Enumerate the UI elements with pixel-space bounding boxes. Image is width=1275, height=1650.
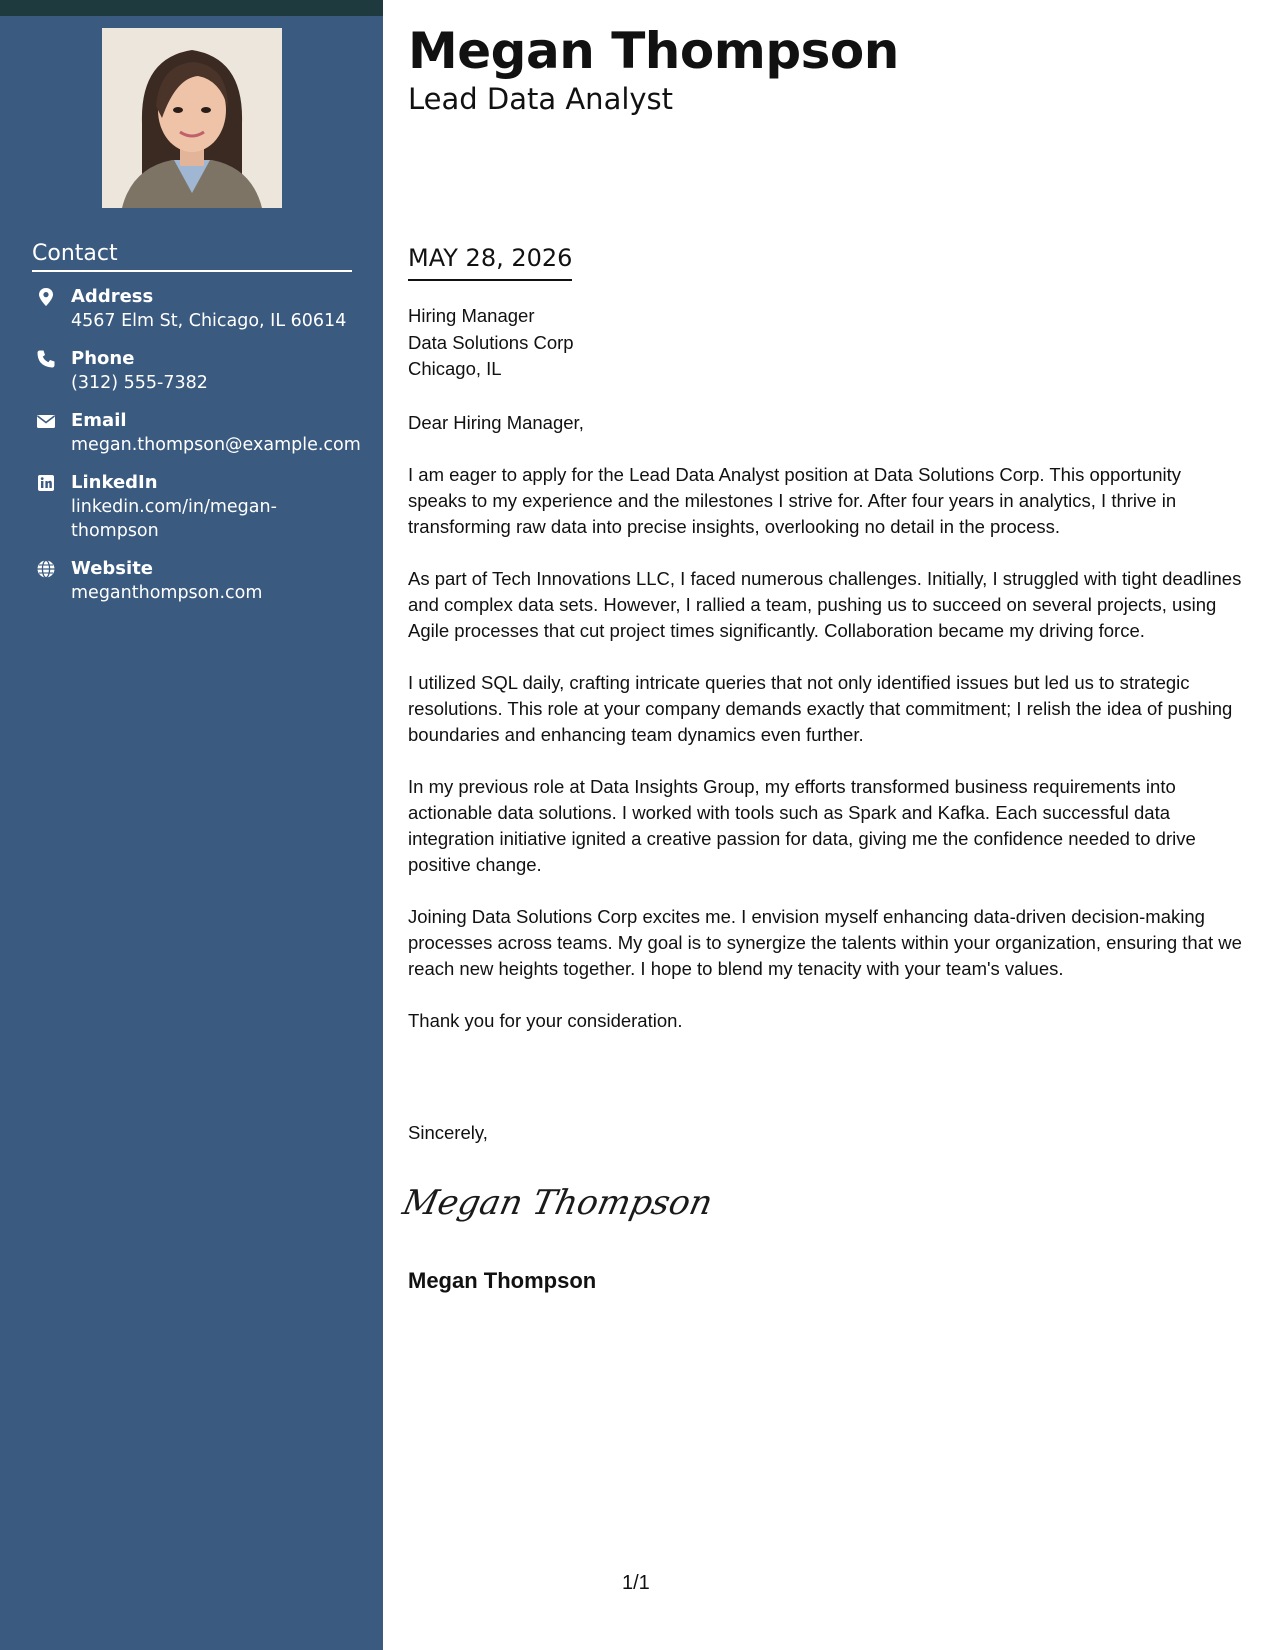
letter-paragraph: I utilized SQL daily, crafting intricate queries that not only identified issues but led us to strategic resolutions. This role at your company demands exactly that commitment; I relish the idea of pushing boundaries and enhancing team dynamics even further. bbox=[408, 672, 1233, 745]
page-number: 1/1 bbox=[622, 1572, 650, 1594]
globe-icon bbox=[36, 559, 56, 579]
letter-paragraph: Joining Data Solutions Corp excites me. I envision myself enhancing data-driven decision-making processes across teams. My goal is to synergize the talents within your organization, ensuring that we reach new heights together. I hope to blend my tenacity with your team's values. bbox=[408, 906, 1242, 979]
salutation: Dear Hiring Manager, bbox=[408, 412, 584, 433]
sidebar bbox=[0, 0, 383, 1650]
contact-value: linkedin.com/in/megan-thompson bbox=[71, 497, 277, 541]
contact-item-phone bbox=[32, 347, 362, 395]
signature-text: Megan Thompson bbox=[399, 1183, 717, 1223]
contact-item-linkedin bbox=[32, 471, 362, 543]
applicant-name: Megan Thompson bbox=[408, 22, 899, 80]
closing: Sincerely, bbox=[408, 1122, 488, 1143]
contact-heading: Contact bbox=[32, 241, 352, 272]
recipient-line: Hiring Manager bbox=[408, 305, 535, 326]
signer-name: Megan Thompson bbox=[408, 1268, 597, 1293]
letter-paragraph: Thank you for your consideration. bbox=[408, 1010, 683, 1031]
letter-paragraph: I am eager to apply for the Lead Data Analyst position at Data Solutions Corp. This opportunity speaks to my experience and the milestones I strive for. After four years in analytics, I thrive in transforming raw data into precise insights, overlooking no detail in the process. bbox=[408, 464, 1181, 537]
contact-value: megan.thompson@example.com bbox=[71, 435, 361, 455]
avatar bbox=[102, 28, 282, 208]
recipient-line: Data Solutions Corp bbox=[408, 331, 574, 353]
contact-value: (312) 555-7382 bbox=[71, 373, 208, 393]
letter-paragraph: As part of Tech Innovations LLC, I faced numerous challenges. Initially, I struggled with tight deadlines and complex data sets. However, I rallied a team, pushing us to succeed on several projects, using Agile processes that cut project times significantly. Collaboration became my driving force. bbox=[408, 568, 1242, 641]
contact-item-email bbox=[32, 409, 362, 457]
contact-value: meganthompson.com bbox=[71, 583, 263, 603]
envelope-icon bbox=[36, 411, 56, 431]
recipient-line: Chicago, IL bbox=[408, 358, 502, 379]
letter-body bbox=[408, 410, 1243, 1060]
map-pin-icon bbox=[36, 287, 56, 307]
sidebar-top-bar bbox=[0, 0, 383, 16]
contact-list bbox=[32, 285, 362, 619]
handwritten-signature bbox=[399, 1172, 717, 1232]
letter-date: MAY 28, 2026 bbox=[408, 244, 572, 281]
phone-icon bbox=[36, 349, 56, 369]
applicant-role: Lead Data Analyst bbox=[408, 82, 674, 116]
contact-label: Phone bbox=[71, 348, 135, 369]
contact-value: 4567 Elm St, Chicago, IL 60614 bbox=[71, 311, 347, 331]
contact-label: Email bbox=[71, 410, 127, 431]
contact-item-address bbox=[32, 285, 362, 333]
recipient-block bbox=[408, 303, 574, 383]
contact-label: LinkedIn bbox=[71, 472, 158, 493]
contact-label: Website bbox=[71, 558, 154, 579]
letter-paragraph: In my previous role at Data Insights Group, my efforts transformed business requirements into actionable data solutions. I worked with tools such as Spark and Kafka. Each successful data integration initiative ignited a creative passion for data, giving me the confidence needed to drive positive change. bbox=[408, 776, 1196, 875]
contact-item-website bbox=[32, 557, 362, 605]
contact-label: Address bbox=[71, 286, 154, 307]
linkedin-icon bbox=[36, 473, 56, 493]
